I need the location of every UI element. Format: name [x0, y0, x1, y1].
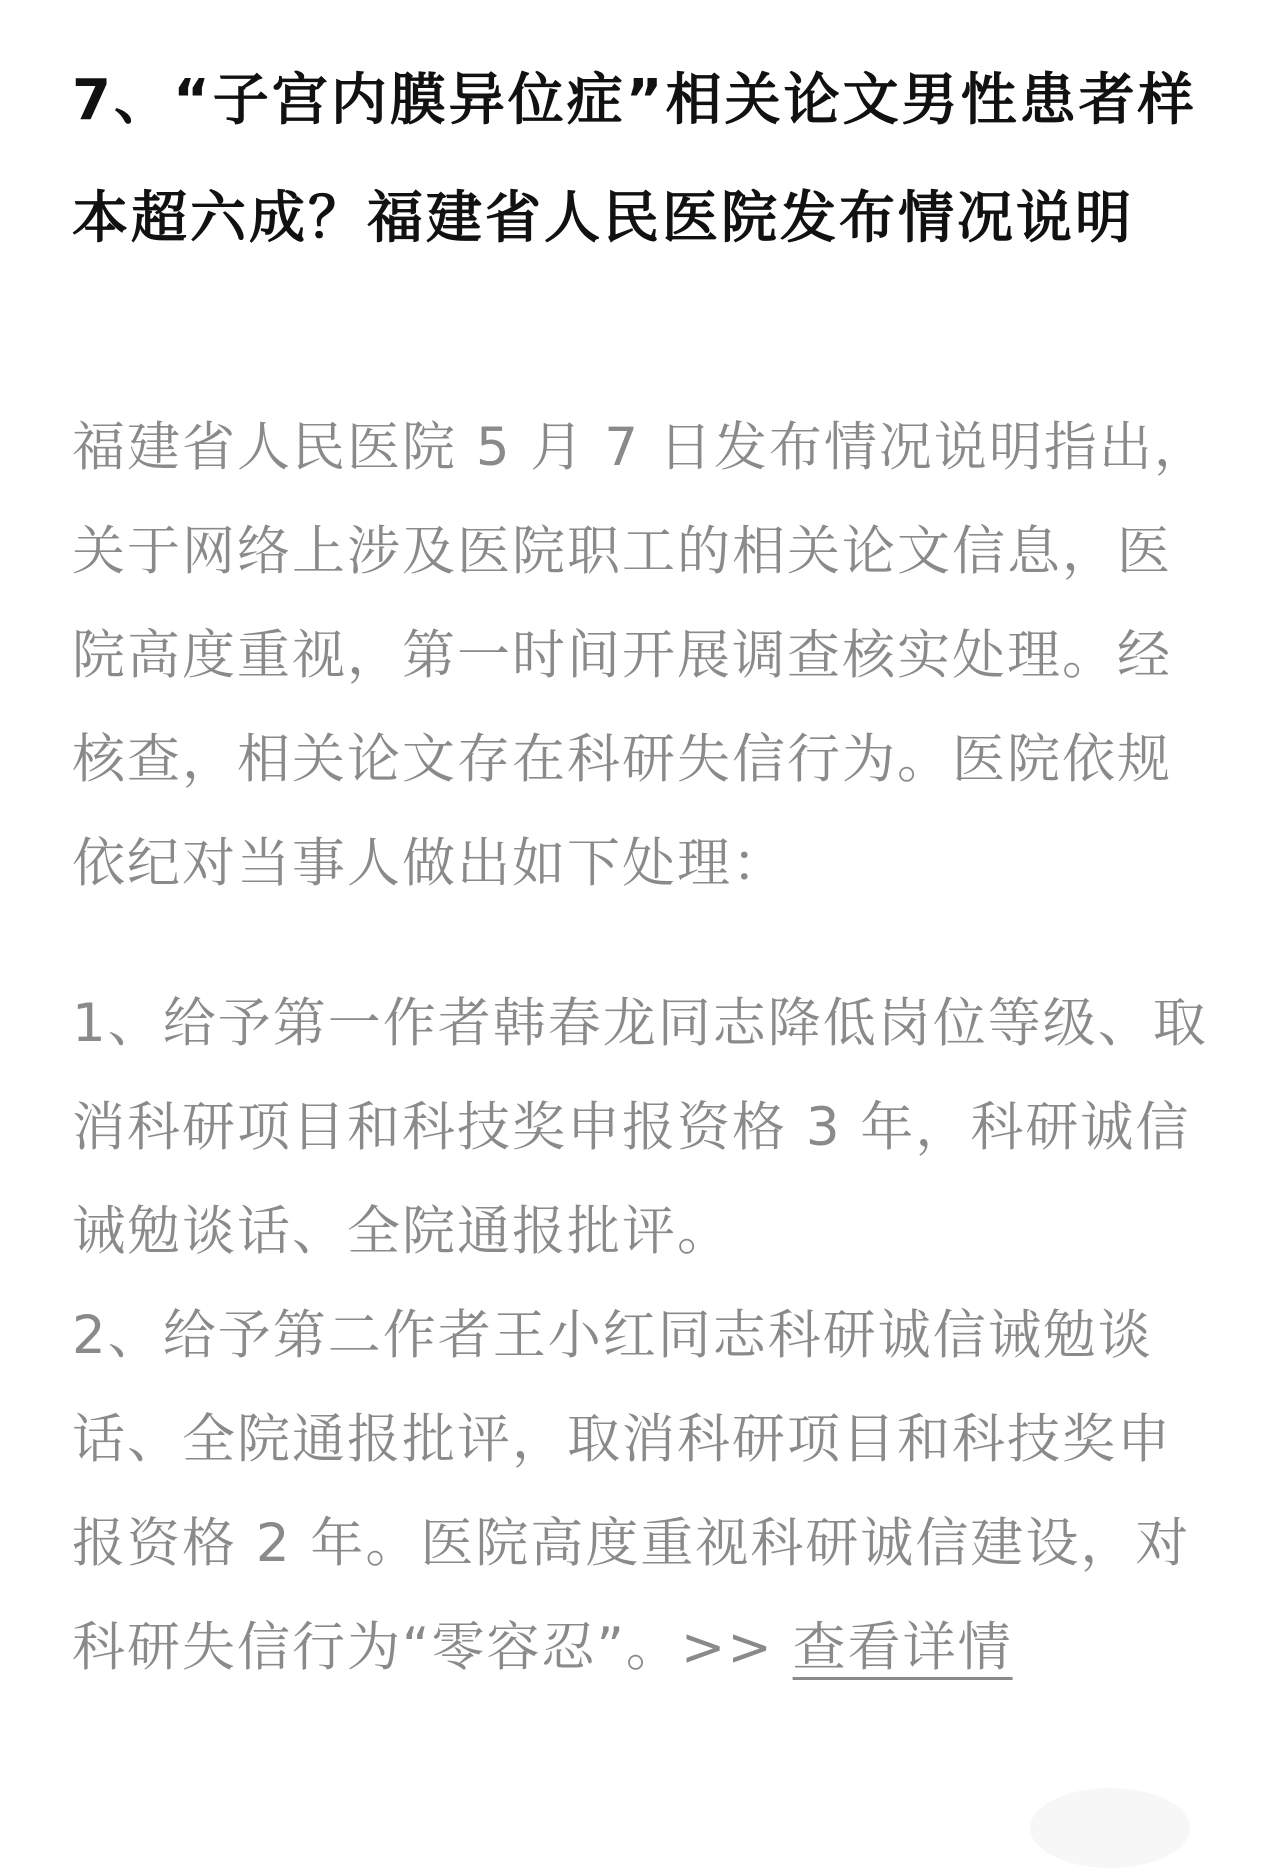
corner-decoration	[1030, 1788, 1190, 1868]
view-details-link[interactable]: 查看详情	[792, 1617, 1013, 1678]
list-item-penalty-second-author	[72, 1284, 1212, 1700]
article-headline: 7、“子宫内膜异位症”相关论文男性患者样本超六成？福建省人民医院发布情况说明	[72, 68, 1197, 251]
article-paragraph-intro: 福建省人民医院 5 月 7 日发布情况说明指出，关于网络上涉及医院职工的相关论文信息，医院高度重视，第一时间开展调查核实处理。经核查，相关论文存在科研失信行为。医院依规依纪对当事人做出如下处理：	[72, 417, 1209, 894]
news-article	[72, 42, 1212, 1700]
list-item-text: 2、给予第二作者王小红同志科研诚信诫勉谈话、全院通报批评，取消科研项目和科技奖申报资格 2 年。医院高度重视科研诚信建设，对科研失信行为“零容忍”。>>	[72, 1305, 1191, 1678]
list-item-penalty-first-author: 1、给予第一作者韩春龙同志降低岗位等级、取消科研项目和科技奖申报资格 3 年，科研诚信诫勉谈话、全院通报批评。	[72, 993, 1208, 1262]
